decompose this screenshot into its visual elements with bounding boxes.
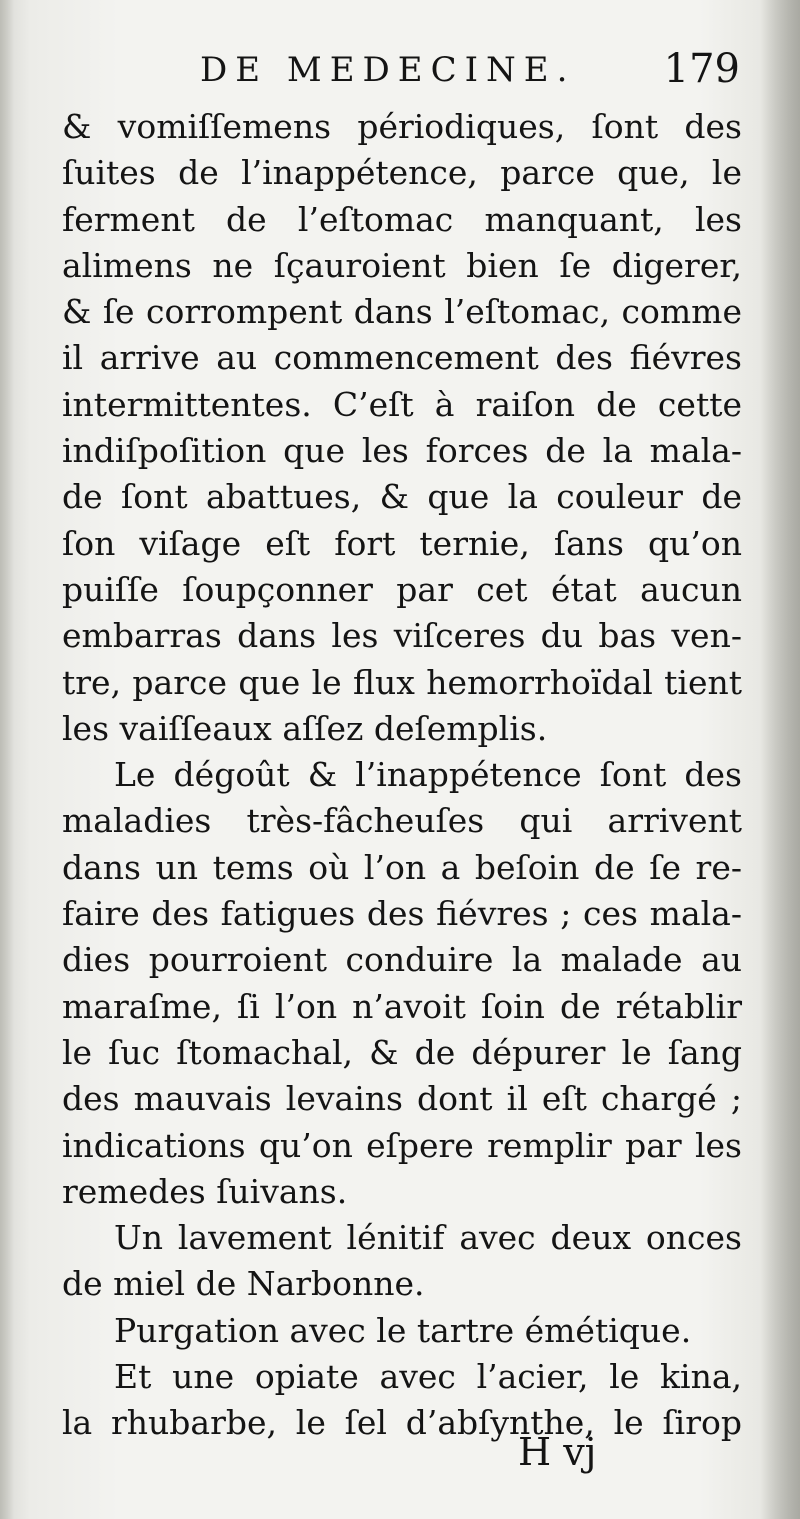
- page-edge-shadow-right: [760, 0, 800, 1519]
- text-line: indications qu’on eſpere remplir par les: [62, 1125, 742, 1165]
- text-line: de miel de Narbonne.: [62, 1264, 425, 1304]
- text-line: dans un tems où l’on a beſoin de ſe re-: [62, 847, 742, 887]
- text-line: des mauvais levains dont il eſt chargé ;: [62, 1079, 742, 1119]
- text-line: le ſuc ſtomachal, & de dépurer le ſang: [62, 1032, 742, 1072]
- text-line: faire des fatigues des fiévres ; ces mala-: [62, 894, 742, 934]
- signature-mark: H vj: [518, 1430, 597, 1474]
- text-line: & ſe corrompent dans l’eſtomac, comme: [62, 292, 742, 332]
- text-line: intermittentes. C’eſt à raiſon de cette: [62, 384, 742, 424]
- text-line: ſon viſage eſt fort ternie, ſans qu’on: [62, 523, 742, 563]
- text-line: Et une opiate avec l’acier, le kina,: [114, 1357, 742, 1397]
- text-line: les vaiſſeaux aſſez deſemplis.: [62, 708, 548, 748]
- text-line: ſuites de l’inappétence, parce que, le: [62, 153, 742, 193]
- text-line: maladies très-fâcheuſes qui arrivent: [62, 801, 742, 841]
- text-line: la rhubarbe, le ſel d’abſynthe, le ſirop: [62, 1403, 742, 1443]
- page-header: [200, 42, 740, 102]
- text-line: maraſme, ſi l’on n’avoit ſoin de rétablir: [62, 986, 742, 1026]
- text-line: indiſpoſition que les forces de la mala-: [62, 431, 742, 471]
- text-line: dies pourroient conduire la malade au: [62, 940, 742, 980]
- running-title: DE MEDECINE.: [200, 50, 576, 90]
- text-line: embarras dans les viſceres du bas ven-: [62, 616, 742, 656]
- text-line: ferment de l’eſtomac manquant, les: [62, 199, 742, 239]
- text-line: Un lavement lénitif avec deux onces: [114, 1218, 742, 1258]
- page-edge-shadow-left: [0, 0, 14, 1519]
- text-line: de ſont abattues, & que la couleur de: [62, 477, 742, 517]
- text-line: puiſſe ſoupçonner par cet état aucun: [62, 569, 742, 609]
- text-line: tre, parce que le flux hemorrhoïdal tient: [62, 662, 742, 702]
- text-line: & vomiſſemens périodiques, ſont des: [62, 107, 742, 146]
- text-line: alimens ne ſçauroient bien ſe digerer,: [62, 245, 742, 285]
- body-text: [62, 104, 742, 1447]
- text-line: remedes ſuivans.: [62, 1171, 348, 1211]
- text-line: il arrive au commencement des fiévres: [62, 338, 742, 378]
- text-line: Le dégoût & l’inappétence ſont des: [114, 755, 742, 795]
- text-line: Purgation avec le tartre émétique.: [114, 1310, 692, 1350]
- page-number: 179: [663, 46, 740, 92]
